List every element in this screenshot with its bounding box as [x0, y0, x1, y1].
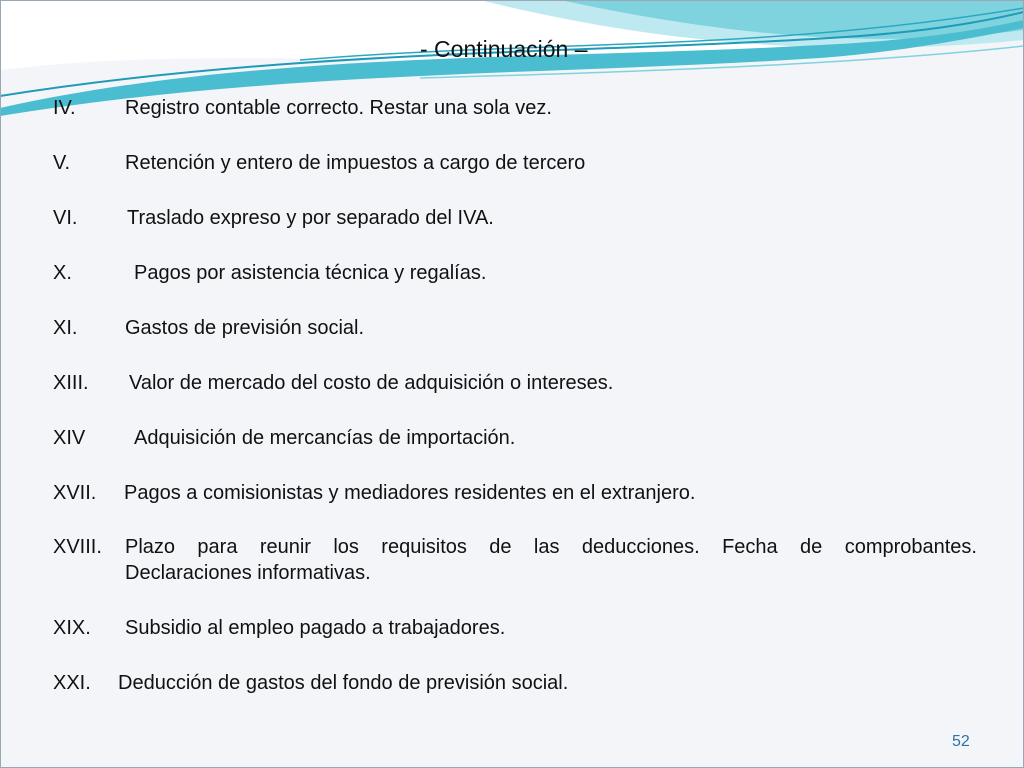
item-text: Adquisición de mercancías de importación. — [134, 427, 516, 449]
item-text: Pagos por asistencia técnica y regalías. — [134, 262, 487, 284]
item-number: VI. — [53, 207, 78, 229]
item-text: Pagos a comisionistas y mediadores residentes en el extranjero. — [124, 482, 696, 504]
item-text: Valor de mercado del costo de adquisición o intereses. — [129, 372, 614, 394]
item-number: XIX. — [53, 617, 91, 639]
item-number: XI. — [53, 317, 78, 339]
item-text: Registro contable correcto. Restar una sola vez. — [125, 97, 552, 119]
item-number: XXI. — [53, 672, 91, 694]
item-number: IV. — [53, 97, 76, 119]
item-number: V. — [53, 152, 71, 174]
item-text-line: Plazo para reunir los requisitos de las deducciones. Fecha de comprobantes. — [125, 536, 977, 558]
item-text-line: Declaraciones informativas. — [125, 562, 371, 584]
item-number: XVII. — [53, 482, 97, 504]
item-text: Gastos de previsión social. — [125, 317, 365, 339]
item-text: Deducción de gastos del fondo de previsión social. — [118, 672, 569, 694]
item-number: XIII. — [53, 372, 89, 394]
item-number: XIV — [53, 427, 86, 449]
item-number: X. — [53, 262, 72, 284]
item-text: Retención y entero de impuestos a cargo de tercero — [125, 152, 586, 174]
slide-title: - Continuación – — [420, 36, 588, 62]
item-number: XVIII. — [53, 536, 102, 558]
item-text: Subsidio al empleo pagado a trabajadores. — [125, 617, 506, 639]
item-text: Traslado expreso y por separado del IVA. — [127, 207, 494, 229]
page-number: 52 — [952, 733, 970, 750]
